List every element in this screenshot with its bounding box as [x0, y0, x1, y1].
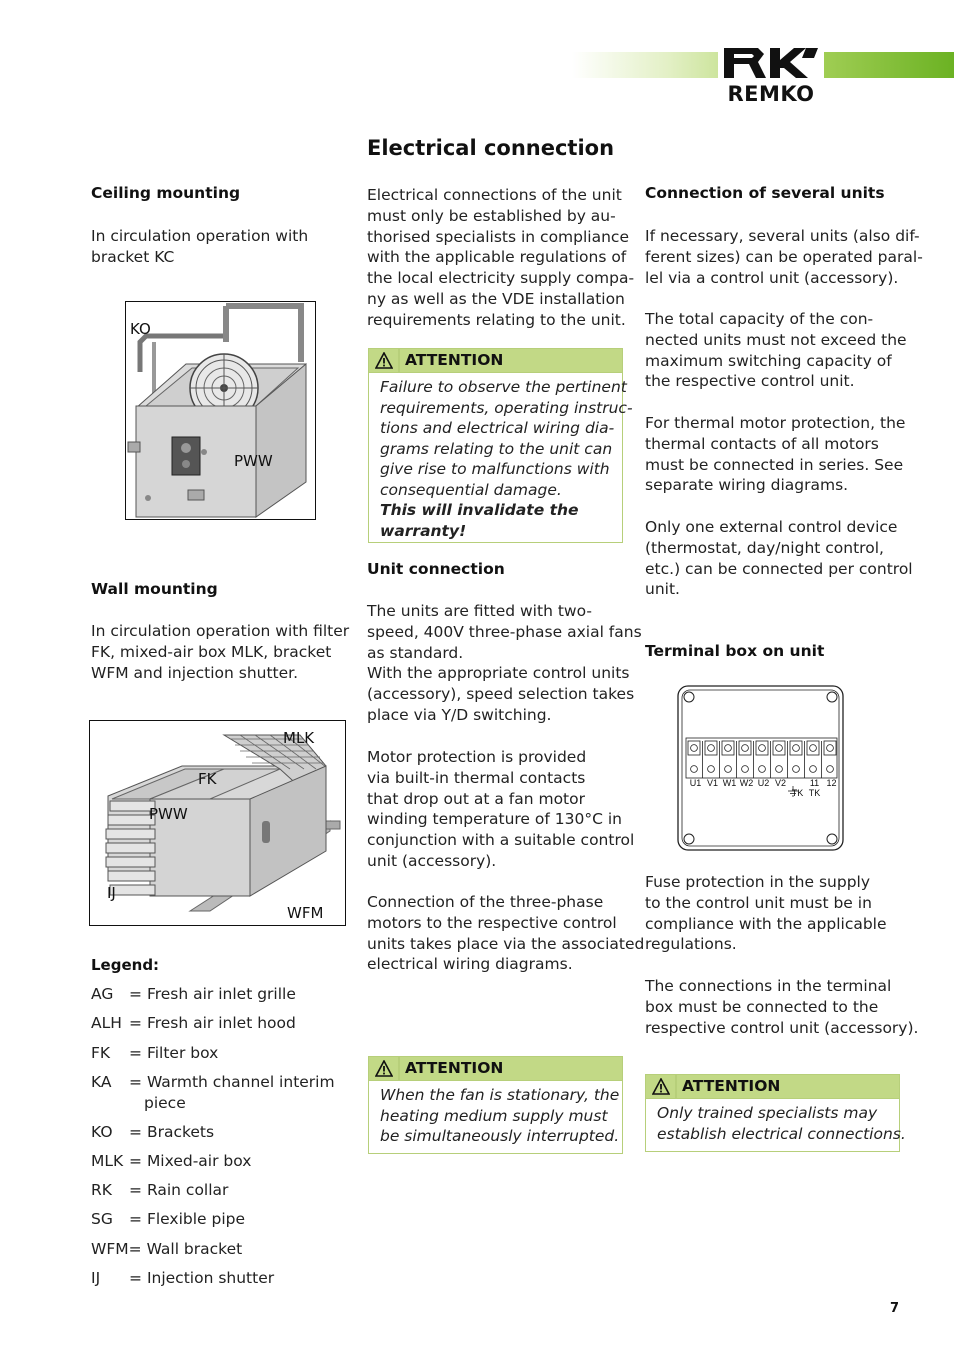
text-line: tions and electrical wiring dia-: [380, 419, 615, 437]
remko-logo: [718, 44, 824, 106]
legend-key: SG: [91, 1210, 113, 1228]
terminal-sub-labels: [789, 788, 823, 798]
text-line: The total capacity of the con-: [645, 310, 874, 328]
text-line: speed, 400V three-phase axial fans: [367, 622, 642, 641]
text-line: respective control unit (accessory).: [645, 1018, 919, 1037]
terminal-label: W2: [739, 778, 754, 788]
warning-icon: [652, 1078, 670, 1095]
fuse-protection-paragraph: [645, 872, 887, 955]
text-line-strong: This will invalidate the: [380, 501, 579, 519]
terminal-label: 11: [809, 778, 820, 788]
text-line: establish electrical connections.: [657, 1124, 906, 1143]
warning-icon: [375, 1060, 393, 1077]
text-line: electrical wiring diagrams.: [367, 955, 573, 974]
label-mlk: MLK: [283, 729, 315, 747]
legend-title: Legend:: [91, 956, 160, 974]
legend-desc: Filter box: [146, 1044, 219, 1062]
unit-connection-p1: [367, 601, 642, 726]
text-line: give rise to malfunctions with: [380, 460, 610, 478]
legend-sep: =: [129, 1152, 142, 1170]
text-line: heating medium supply must: [380, 1106, 608, 1125]
several-units-p1: [645, 226, 923, 288]
legend-desc: Flexible pipe: [146, 1210, 246, 1228]
intro-paragraph: [367, 185, 634, 331]
text-line: must be connected in series. See: [645, 455, 904, 474]
text-line: WFM and injection shutter.: [91, 663, 299, 682]
legend-sep: =: [129, 1181, 142, 1199]
attention-header: [369, 1057, 622, 1081]
terminal-label: 12: [826, 778, 837, 788]
legend-key: MLK: [91, 1152, 124, 1170]
page-number: 7: [890, 1301, 900, 1316]
text-line: separate wiring diagrams.: [645, 476, 849, 495]
page-title: Electrical connection: [367, 136, 615, 160]
attention-header: [646, 1075, 899, 1099]
ceiling-mounting-heading: Ceiling mounting: [91, 184, 241, 202]
terminal-label: V2: [774, 778, 786, 788]
legend-item: [91, 1269, 274, 1287]
text-line: Electrical connections of the unit: [367, 186, 622, 204]
legend-key: AG: [91, 985, 114, 1003]
label-ij: IJ: [107, 884, 116, 902]
legend-sep: =: [129, 1014, 142, 1032]
unit-connection-heading: Unit connection: [367, 560, 505, 578]
legend-item: [91, 1181, 228, 1199]
legend-key: WFM: [91, 1240, 129, 1258]
text-line: place via Y/D switching.: [367, 705, 552, 724]
several-units-p4: [645, 517, 913, 600]
legend-item: [91, 1044, 218, 1062]
attention-divider: [398, 349, 400, 372]
text-line: Fuse protection in the supply: [645, 873, 871, 891]
legend-sep: =: [129, 1210, 142, 1228]
legend-item: [91, 1240, 242, 1258]
text-line: box must be connected to the: [645, 997, 879, 1016]
text-line: For thermal motor protection, the: [645, 414, 906, 432]
text-line: (accessory), speed selection takes: [367, 685, 635, 704]
attention-label: ATTENTION: [682, 1077, 781, 1095]
text-line: maximum switching capacity of: [645, 351, 892, 370]
text-line: consequential damage.: [380, 480, 562, 499]
brand-name: REMKO: [727, 82, 815, 106]
text-line: must only be established by au-: [367, 206, 616, 225]
text-line: ny as well as the VDE installation: [367, 289, 625, 308]
attention-header: [369, 349, 622, 373]
text-line: Failure to observe the pertinent: [380, 378, 627, 396]
text-line: lel via a control unit (accessory).: [645, 268, 899, 287]
wall-unit-drawing: [90, 721, 345, 925]
unit-connection-p3: [367, 892, 644, 975]
attention-body: [646, 1099, 906, 1150]
text-line: units takes place via the associated: [367, 934, 645, 953]
text-line: (thermostat, day/night control,: [645, 538, 884, 557]
terminal-box-diagram: [677, 685, 844, 851]
text-line: In circulation operation with filter: [91, 622, 350, 640]
attention-body: [369, 373, 633, 547]
text-line: Connection of the three-phase: [367, 893, 604, 911]
legend-item-continuation: piece: [144, 1094, 186, 1112]
text-line: ferent sizes) can be operated paral-: [645, 247, 923, 266]
text-line: etc.) can be connected per control: [645, 559, 913, 578]
legend-key: KA: [91, 1073, 112, 1091]
attention-divider: [398, 1057, 400, 1080]
attention-label: ATTENTION: [405, 351, 504, 369]
label-pww: PWW: [234, 452, 273, 470]
wall-mounting-text: [91, 621, 349, 683]
text-line: the local electricity supply compa-: [367, 269, 635, 288]
text-line: The connections in the terminal: [645, 977, 892, 995]
label-pww: PWW: [149, 805, 188, 823]
text-line: Only one external control device: [645, 518, 898, 536]
text-line: If necessary, several units (also dif-: [645, 227, 920, 245]
label-wfm: WFM: [287, 904, 324, 922]
text-line: the respective control unit.: [645, 372, 855, 391]
attention-body: [369, 1081, 622, 1153]
text-line: nected units must not exceed the: [645, 330, 907, 349]
terminal-box-outline: [677, 685, 844, 851]
ceiling-unit-drawing: [126, 302, 315, 519]
wall-mounting-figure: [89, 720, 346, 926]
unit-connection-p2: [367, 747, 634, 872]
legend-sep: =: [129, 1073, 142, 1091]
legend-key: RK: [91, 1181, 112, 1199]
text-line: conjunction with a suitable control: [367, 831, 635, 850]
legend-desc: Mixed-air box: [146, 1152, 252, 1170]
several-units-p3: [645, 413, 905, 496]
terminal-label: V1: [706, 778, 718, 788]
legend-desc: Brackets: [146, 1123, 215, 1141]
label-fk: FK: [198, 770, 217, 788]
legend-key: IJ: [91, 1269, 101, 1287]
terminal-sub-label: TK: [791, 788, 804, 798]
legend-desc: Rain collar: [146, 1181, 229, 1199]
text-line: unit.: [645, 580, 680, 599]
text-line: with the applicable regulations of: [367, 248, 627, 267]
legend-desc: Warmth channel interim: [146, 1073, 335, 1091]
text-line: With the appropriate control units: [367, 664, 630, 683]
legend-item: [91, 1014, 296, 1032]
attention-box-fan-stationary: [368, 1056, 623, 1154]
attention-box-specialists: [645, 1074, 906, 1152]
attention-box-warranty: [368, 348, 633, 543]
text-line: via built-in thermal contacts: [367, 768, 586, 787]
text-line: When the fan is stationary, the: [380, 1086, 620, 1104]
legend-item: [91, 985, 296, 1003]
terminal-label: W1: [722, 778, 737, 788]
ceiling-mounting-figure: [125, 301, 316, 520]
text-line: requirements, operating instruc-: [380, 398, 633, 417]
terminal-box-heading: Terminal box on unit: [645, 642, 825, 660]
legend-key: ALH: [91, 1014, 122, 1032]
legend-desc: Fresh air inlet grille: [146, 985, 296, 1003]
attention-divider: [675, 1075, 677, 1098]
text-line: motors to the respective control: [367, 913, 617, 932]
text-line-strong: warranty!: [380, 521, 467, 540]
terminal-connections-paragraph: [645, 976, 918, 1038]
text-line: thorised specialists in compliance: [367, 227, 629, 246]
several-units-heading: Connection of several units: [645, 184, 885, 202]
legend-sep: =: [128, 1240, 142, 1258]
legend-item: [91, 1210, 245, 1228]
text-line: requirements relating to the unit.: [367, 310, 626, 329]
legend-key: FK: [91, 1044, 111, 1062]
text-line: as standard.: [367, 643, 464, 662]
legend-item: [91, 1123, 214, 1141]
remko-logo-mark: [718, 44, 824, 84]
legend-desc: Wall bracket: [146, 1240, 243, 1258]
legend-desc: Fresh air inlet hood: [146, 1014, 296, 1032]
legend-desc: Injection shutter: [146, 1269, 275, 1287]
text-line: grams relating to the unit can: [380, 439, 613, 458]
text-line: winding temperature of 130°C in: [367, 810, 622, 829]
label-ko: KO: [130, 320, 151, 338]
text-line: that drop out at a fan motor: [367, 789, 585, 808]
warning-icon: [375, 352, 393, 369]
text-line: regulations.: [645, 935, 737, 954]
legend-sep: =: [129, 1269, 142, 1287]
ceiling-mounting-text: [91, 226, 308, 268]
text-line: thermal contacts of all motors: [645, 434, 879, 453]
text-line: be simultaneously interrupted.: [380, 1127, 620, 1145]
legend-sep: =: [129, 1044, 142, 1062]
text-line: compliance with the applicable: [645, 914, 887, 933]
legend-sep: =: [129, 1123, 142, 1141]
legend-key: KO: [91, 1123, 113, 1141]
text-line: FK, mixed-air box MLK, bracket: [91, 642, 332, 661]
several-units-p2: [645, 309, 907, 392]
terminal-label: U1: [689, 778, 702, 788]
text-line: to the control unit must be in: [645, 893, 872, 912]
attention-label: ATTENTION: [405, 1059, 504, 1077]
legend-sep: =: [129, 985, 142, 1003]
text-line: unit (accessory).: [367, 851, 497, 870]
text-line: The units are fitted with two-: [367, 602, 592, 620]
text-line: Motor protection is provided: [367, 748, 587, 766]
terminal-sub-label: TK: [808, 788, 821, 798]
terminal-labels: [687, 778, 840, 788]
text-line: In circulation operation with: [91, 227, 309, 245]
legend-item: [91, 1152, 251, 1170]
legend-item: [91, 1073, 335, 1091]
terminal-label: U2: [757, 778, 770, 788]
text-line: Only trained specialists may: [657, 1104, 878, 1122]
wall-mounting-heading: Wall mounting: [91, 580, 218, 598]
text-line: bracket KC: [91, 247, 175, 266]
